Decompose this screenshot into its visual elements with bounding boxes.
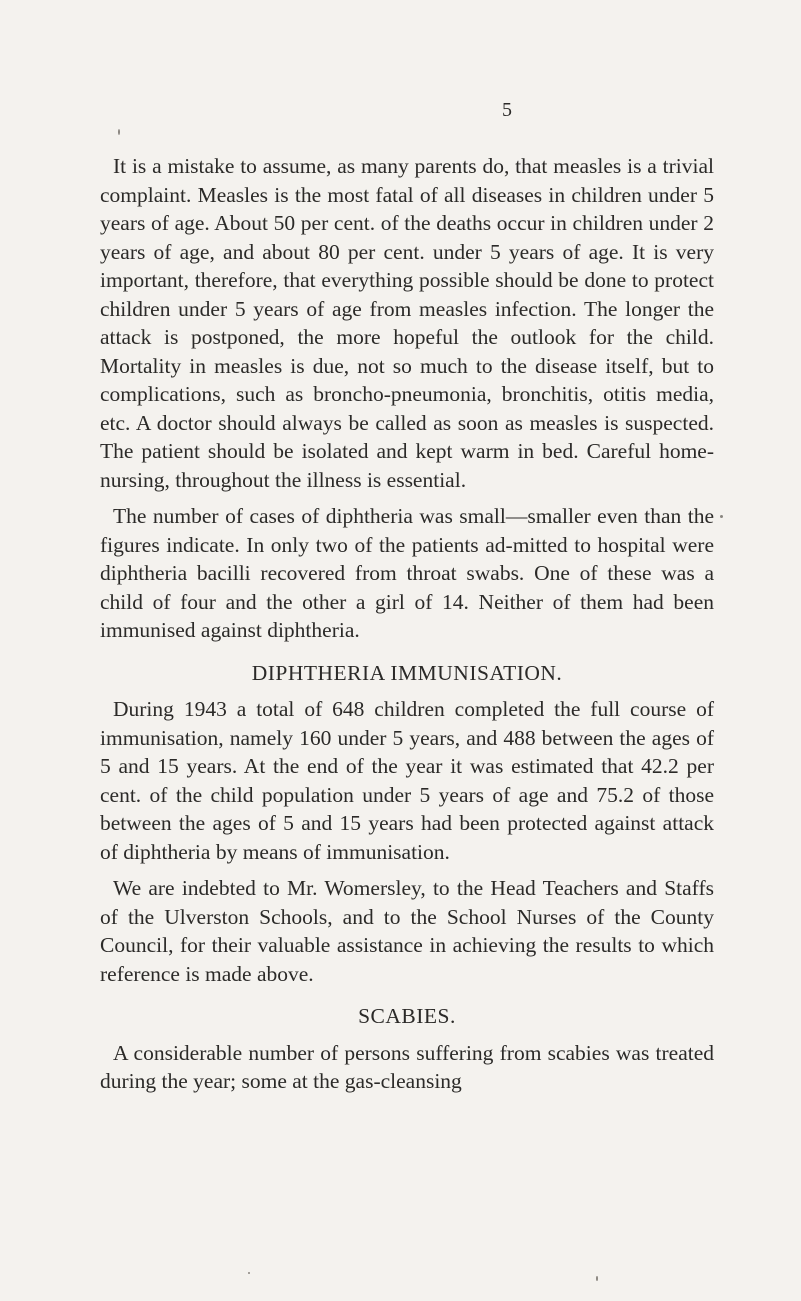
paragraph-acknowledgement: We are indebted to Mr. Womersley, to the Head Teachers and Staffs of the Ulverston Schools, and to the School Nurses of the County Council, for their valuable assistance in achieving the results to which reference is made above. — [100, 876, 714, 986]
paragraph-scabies: A considerable number of persons suffering from scabies was treated during the year; some at the gas-cleansing — [100, 1040, 714, 1093]
paragraph-measles: It is a mistake to assume, as many parents do, that measles is a trivial complaint. Measles is the most fatal of all diseases in children under 5 years of age. About 50 per cent. of the deaths occur in children under 2 years of age, and about 80 per cent. under 5 years of age. It is very important, therefore, that everything possible should be done to protect children under 5 years of age from measles infection. The longer the attack is postponed, the more hopeful the outlook for the child. Mortality in measles is due, not so much to the disease itself, but to complications, such as broncho-pneumonia, bronchitis, otitis media, etc. A doctor should always be called as soon as measles is suspected. The patient should be isolated and kept warm in bed. Careful home-nursing, throughout the illness is essential. — [100, 154, 714, 492]
paragraph-diphtheria-cases: The number of cases of diphtheria was small—smaller even than the figures indicate. In only two of the patients ad-mitted to hospital were diphtheria bacilli recovered from throat swabs. One of these was a child of four and the other a girl of 14. Neither of them had been immunised against diphtheria. — [100, 504, 714, 642]
paragraph-immunisation: During 1943 a total of 648 children completed the full course of immunisation, namely 160 under 5 years, and 488 between the ages of 5 and 15 years. At the end of the year it was estimated that 42.2 per cent. of the child population under 5 years of age and 75.2 of those between the ages of 5 and 15 years had been protected against attack of diphtheria by means of immunisation. — [100, 697, 714, 864]
paper-speck — [720, 515, 723, 518]
heading-diphtheria-immunisation: DIPHTHERIA IMMUNISATION. — [251, 660, 563, 685]
paper-speck — [596, 1276, 598, 1281]
paper-speck — [118, 129, 120, 135]
page-number: 5 — [502, 99, 512, 121]
heading-scabies: SCABIES. — [358, 1004, 456, 1028]
body-text — [100, 152, 714, 1096]
paper-speck — [248, 1272, 250, 1274]
